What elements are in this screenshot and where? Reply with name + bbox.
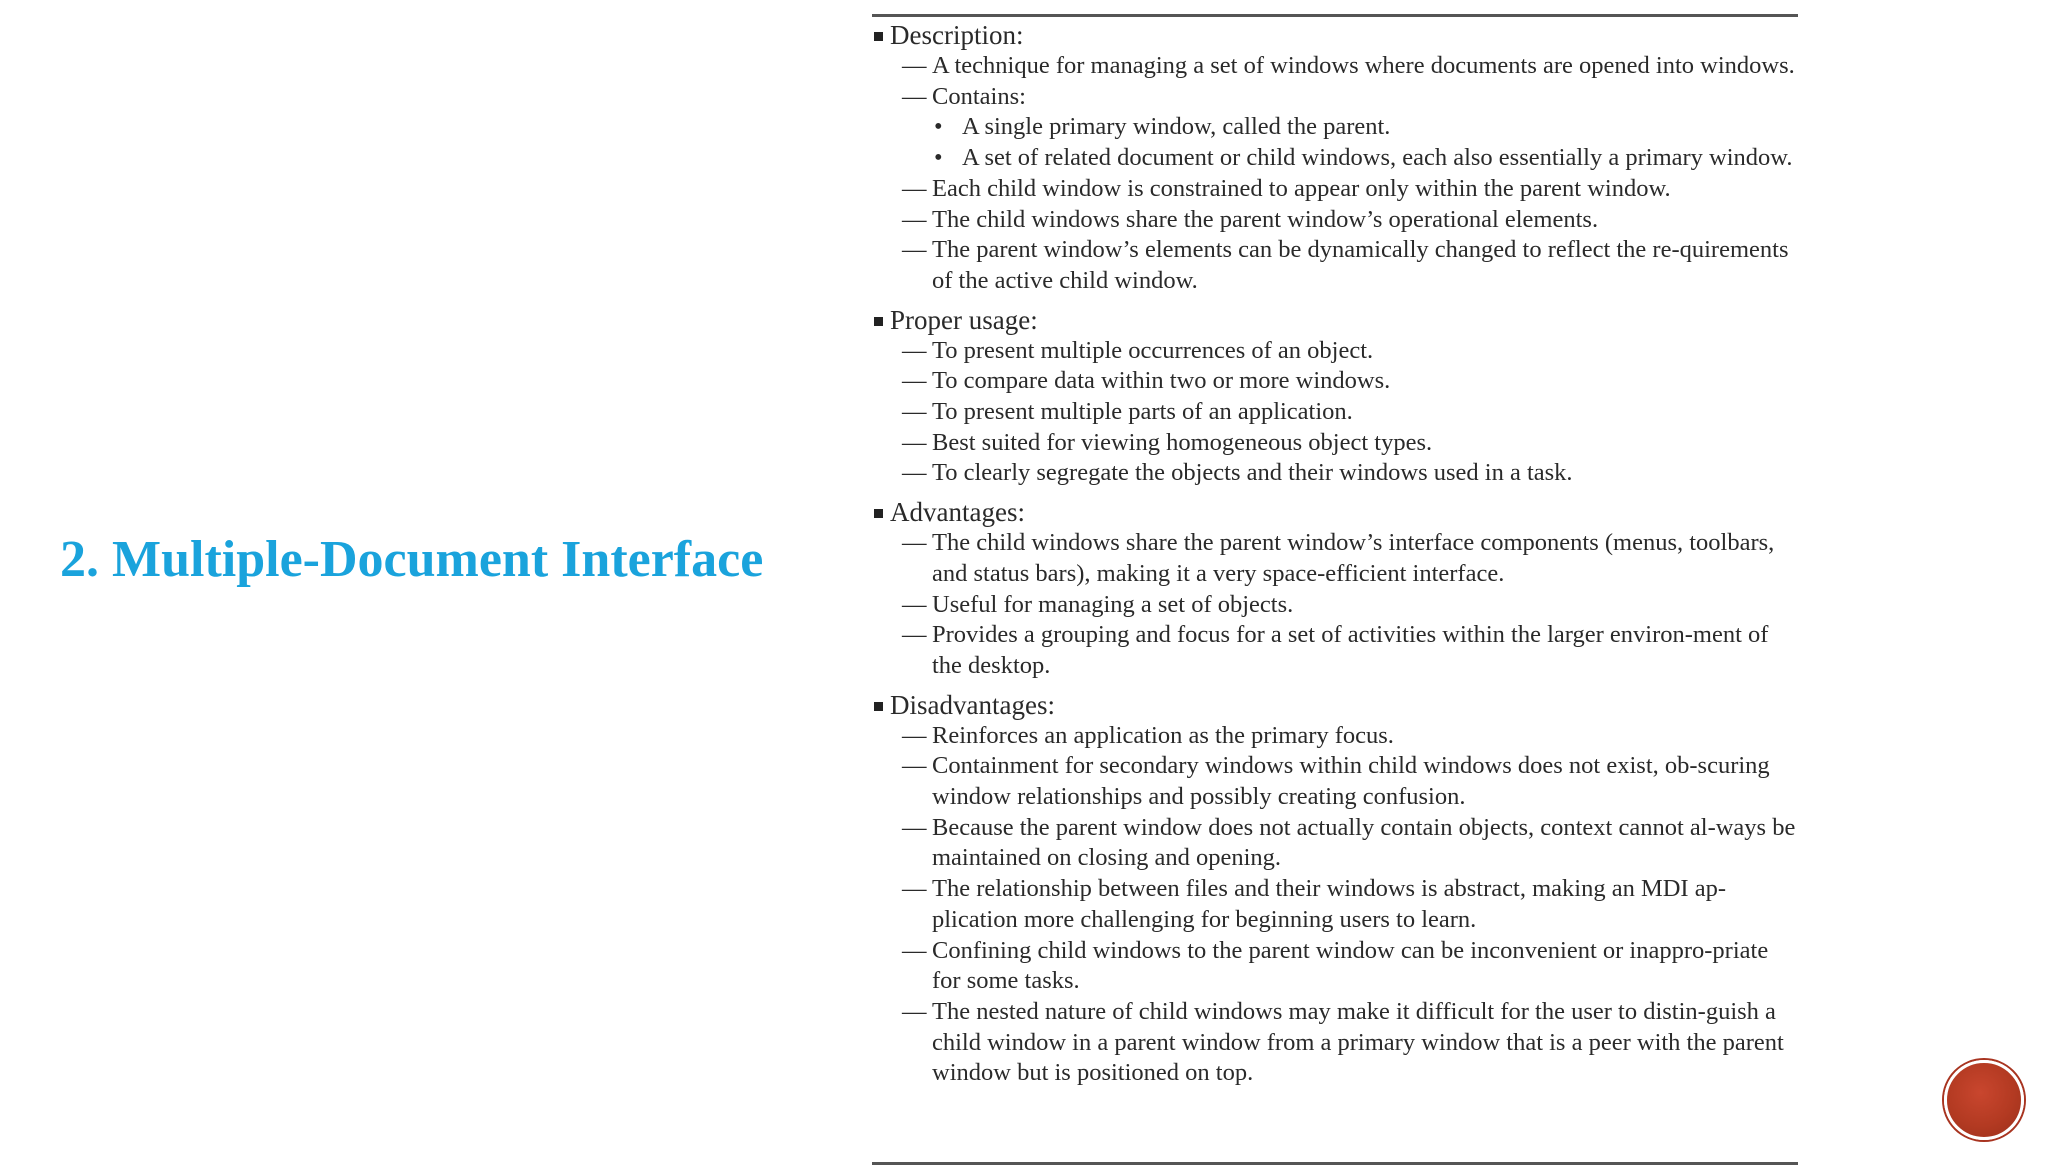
list-item-text: To present multiple occurrences of an object. bbox=[932, 336, 1374, 364]
dash-bullet-icon: — bbox=[902, 721, 927, 749]
section-heading bbox=[872, 690, 1798, 721]
section-heading bbox=[872, 305, 1798, 336]
slide-title: 2. Multiple-Document Interface bbox=[60, 531, 764, 588]
list-item bbox=[872, 336, 1798, 367]
list-item-text: Best suited for viewing homogeneous object types. bbox=[932, 428, 1433, 456]
list-item bbox=[872, 936, 1798, 997]
dash-bullet-icon: — bbox=[902, 529, 927, 557]
list-item bbox=[872, 205, 1798, 236]
list-item-text: Containment for secondary windows within child windows does not exist, ob-scuring window relationships and possibly creating confusion. bbox=[932, 752, 1770, 811]
square-bullet-icon bbox=[874, 32, 883, 41]
dash-bullet-icon: — bbox=[902, 367, 927, 395]
dash-bullet-icon: — bbox=[902, 428, 927, 456]
sub-list-item-text: A set of related document or child windows, each also essentially a primary window. bbox=[962, 144, 1793, 172]
section-proper-usage bbox=[872, 305, 1798, 490]
list-item-text: Provides a grouping and focus for a set of activities within the larger environ-ment of the desktop. bbox=[932, 621, 1769, 679]
list-item-text: A technique for managing a set of windows where documents are opened into windows. bbox=[932, 52, 1795, 79]
section-heading-text: Description: bbox=[890, 20, 1024, 50]
document-content bbox=[872, 20, 1798, 1097]
list-item-text: The child windows share the parent window’s interface components (menus, toolbars, and status bars), making it a very space-efficient interface. bbox=[932, 529, 1775, 587]
list-item bbox=[872, 458, 1798, 489]
top-rule bbox=[872, 14, 1798, 17]
list-item bbox=[872, 590, 1798, 621]
list-item bbox=[872, 813, 1798, 874]
dash-bullet-icon: — bbox=[902, 875, 927, 903]
section-heading bbox=[872, 497, 1798, 528]
slide-badge-icon bbox=[1944, 1060, 2024, 1140]
dash-bullet-icon: — bbox=[902, 752, 927, 780]
dash-bullet-icon: — bbox=[902, 52, 927, 79]
sub-list-item bbox=[872, 112, 1798, 143]
list-item-text: The nested nature of child windows may make it difficult for the user to distin-guish a child window in a parent window from a primary window that is a peer with the parent window but is positioned on top. bbox=[932, 997, 1784, 1087]
list-item bbox=[872, 235, 1798, 296]
dash-bullet-icon: — bbox=[902, 205, 927, 233]
list-item-text: The child windows share the parent window’s operational elements. bbox=[932, 205, 1599, 233]
list-item-text: To compare data within two or more windows. bbox=[932, 367, 1391, 395]
list-item bbox=[872, 620, 1798, 681]
sub-list-item bbox=[872, 143, 1798, 174]
list-item bbox=[872, 528, 1798, 589]
square-bullet-icon bbox=[874, 702, 883, 711]
list-item-text: Because the parent window does not actually contain objects, context cannot al-ways be maintained on closing and opening. bbox=[932, 813, 1796, 872]
list-item bbox=[872, 428, 1798, 459]
list-item bbox=[872, 721, 1798, 752]
dash-bullet-icon: — bbox=[902, 621, 927, 649]
list-item-text: Confining child windows to the parent window can be inconvenient or inappro-priate for some tasks. bbox=[932, 936, 1769, 995]
list-item-text: The parent window’s elements can be dynamically changed to reflect the re-quirements of the active child window. bbox=[932, 236, 1789, 294]
section-description bbox=[872, 20, 1798, 297]
list-item-text: Each child window is constrained to appear only within the parent window. bbox=[932, 174, 1671, 202]
list-item bbox=[872, 997, 1798, 1089]
list-item bbox=[872, 82, 1798, 113]
section-heading-text: Disadvantages: bbox=[890, 689, 1055, 720]
dash-bullet-icon: — bbox=[902, 336, 927, 364]
dash-bullet-icon: — bbox=[902, 236, 927, 264]
sub-list-item-text: A single primary window, called the parent. bbox=[962, 113, 1391, 141]
dash-bullet-icon: — bbox=[902, 997, 927, 1025]
section-heading bbox=[872, 20, 1798, 51]
list-item-text: To clearly segregate the objects and their windows used in a task. bbox=[932, 459, 1573, 487]
list-item bbox=[872, 51, 1798, 82]
dash-bullet-icon: — bbox=[902, 936, 927, 964]
list-item-text: The relationship between files and their windows is abstract, making an MDI ap-plication more challenging for beginning users to learn. bbox=[932, 875, 1726, 933]
dash-bullet-icon: — bbox=[902, 82, 927, 110]
dot-bullet-icon: • bbox=[934, 113, 943, 141]
square-bullet-icon bbox=[874, 317, 883, 326]
list-item-text: Reinforces an application as the primary focus. bbox=[932, 721, 1394, 749]
list-item bbox=[872, 751, 1798, 812]
dash-bullet-icon: — bbox=[902, 174, 927, 202]
dash-bullet-icon: — bbox=[902, 398, 927, 426]
section-disadvantages bbox=[872, 690, 1798, 1089]
list-item-text: Useful for managing a set of objects. bbox=[932, 590, 1294, 618]
list-item bbox=[872, 874, 1798, 935]
document-excerpt bbox=[872, 14, 1798, 1164]
square-bullet-icon bbox=[874, 509, 883, 518]
dash-bullet-icon: — bbox=[902, 590, 927, 618]
list-item-text: Contains: bbox=[932, 82, 1026, 110]
list-item-text: To present multiple parts of an application. bbox=[932, 398, 1353, 426]
dash-bullet-icon: — bbox=[902, 813, 927, 841]
section-heading-text: Advantages: bbox=[890, 497, 1025, 528]
list-item bbox=[872, 397, 1798, 428]
dash-bullet-icon: — bbox=[902, 459, 927, 487]
list-item bbox=[872, 174, 1798, 205]
dot-bullet-icon: • bbox=[934, 144, 943, 172]
section-advantages bbox=[872, 497, 1798, 682]
list-item bbox=[872, 366, 1798, 397]
section-heading-text: Proper usage: bbox=[890, 304, 1038, 335]
